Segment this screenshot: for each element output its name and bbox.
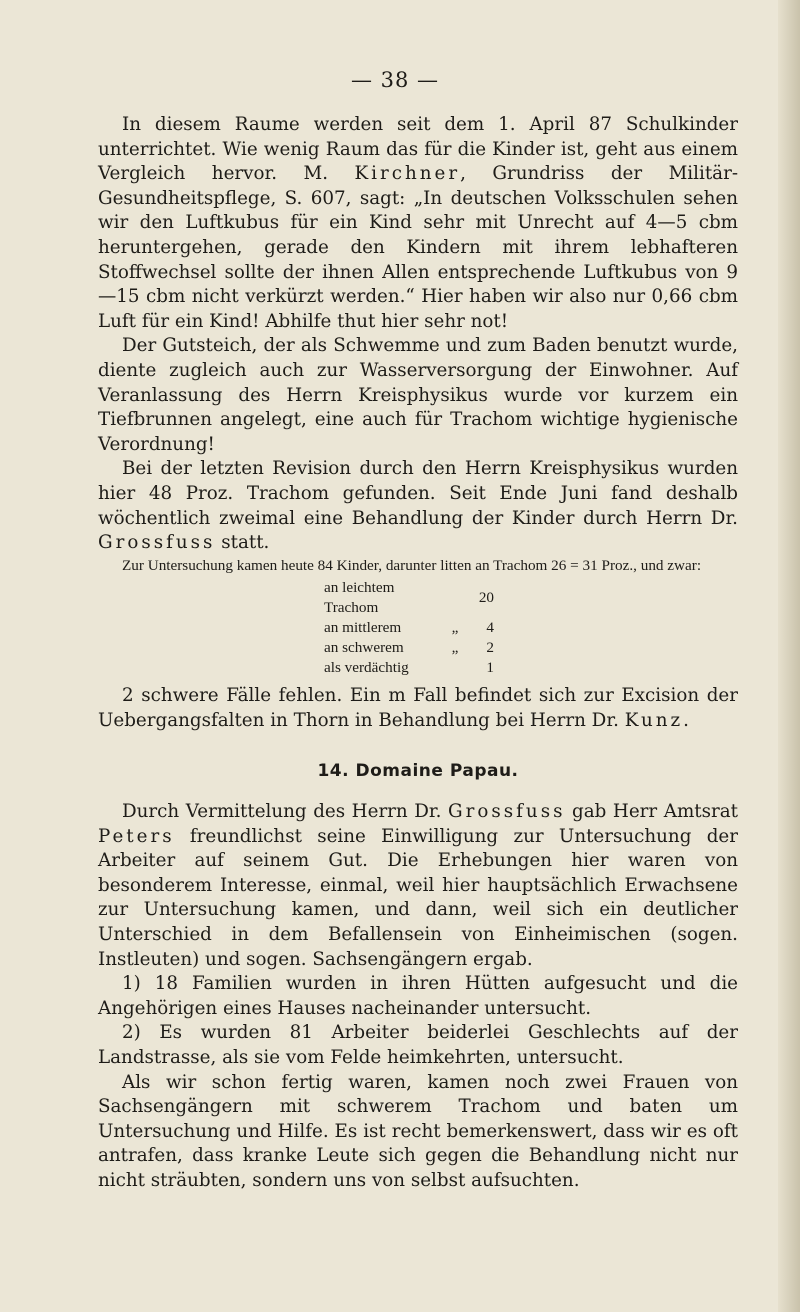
trachoma-count-table — [324, 578, 494, 678]
official-name: Peters — [98, 825, 175, 847]
paragraph-5: Durch Vermittelung des Herrn Dr. Grossfuss gab Herr Amtsrat Peters freundlichst seine Einwilligung zur Untersuchung der Arbeiter auf seinem Gut. Die Erhebungen hier waren von besonderem Interesse, einmal, weil hier hauptsächlich Erwachsene zur Untersuchung kamen, und dann, weil sich ein deutlicher Unterschied in dem Befallensein von Einheimischen (sogen. Instleuten) und sogen. Sachsengängern ergab. — [98, 800, 738, 970]
paragraph-4: 2 schwere Fälle fehlen. Ein m Fall befindet sich zur Excision der Uebergangsfalten in Thorn in Behandlung bei Herrn Dr. Kunz. — [98, 685, 738, 731]
count-row — [324, 578, 494, 618]
paragraph-8: Als wir schon fertig waren, kamen noch zwei Frauen von Sachsengängern mit schwerem Trachom und baten um Untersuchung und Hilfe. Es ist recht bemerkenswert, dass wir es oft antrafen, dass kranke Leute sich gegen die Behandlung nicht nur nicht sträubten, sondern uns von selbst aufsuchten. — [98, 1071, 738, 1191]
count-row — [324, 658, 494, 678]
paragraph-2: Der Gutsteich, der als Schwemme und zum Baden benutzt wurde, diente zugleich auch zur Wasserversorgung der Einwohner. Auf Veranlassung des Herrn Kreisphysikus wurde vor kurzem ein Tiefbrunnen angelegt, eine auch für Trachom wichtige hygienische Verordnung! — [98, 335, 738, 455]
count-row — [324, 638, 494, 658]
count-value: 2 — [486, 639, 494, 657]
count-value: 1 — [486, 659, 494, 677]
count-value: 4 — [486, 619, 494, 637]
section-heading: 14. Domaine Papau. — [317, 761, 519, 782]
page-edge-shadow — [778, 0, 800, 1312]
paragraph-1: In diesem Raume werden seit dem 1. April 87 Schulkinder unterrichtet. Wie wenig Raum das für die Kinder ist, geht aus einem Vergleich hervor. M. Kirchner, Grundriss der Militär-Gesundheitspflege, S. 607, sagt: „In deutschen Volksschulen sehen wir den Luftkubus für ein Kind sehr mit Unrecht auf 4—5 cbm heruntergehen, gerade den Kindern mit ihrem lebhafteren Stoffwechsel sollte der ihnen Allen entsprechende Luftkubus von 9—15 cbm nicht verkürzt werden.“ Hier haben wir also nur 0,66 cbm Luft für ein Kind! Abhilfe thut hier sehr not! — [98, 114, 738, 332]
summary-intro: Zur Untersuchung kamen heute 84 Kinder, darunter litten an Trachom 26 = 31 Proz., und zwar: — [122, 556, 702, 574]
ditto-mark — [436, 578, 474, 618]
paragraph-7: 2) Es wurden 81 Arbeiter beiderlei Geschlechts auf der Landstrasse, als sie vom Felde heimkehrten, untersucht. — [98, 1022, 738, 1068]
ditto-mark: „ — [451, 619, 459, 637]
count-label: als verdächtig — [324, 659, 409, 677]
body-text — [98, 113, 738, 1193]
paragraph-3: Bei der letzten Revision durch den Herrn Kreisphysikus wurden hier 48 Proz. Trachom gefunden. Seit Ende Juni fand deshalb wöchentlich zweimal eine Behandlung der Kinder durch Herrn Dr. Grossfuss statt. — [98, 458, 738, 554]
doctor-name: Grossfuss — [448, 800, 566, 822]
count-row — [324, 618, 494, 638]
paragraph-6: 1) 18 Familien wurden in ihren Hütten aufgesucht und die Angehörigen eines Hauses nacheinander untersucht. — [98, 973, 738, 1019]
count-label: an leichtem Trachom — [324, 579, 395, 617]
ditto-mark — [436, 658, 474, 678]
doctor-name: Grossfuss — [98, 532, 216, 554]
count-label: an mittlerem — [324, 619, 402, 637]
count-label: an schwerem — [324, 639, 404, 657]
doctor-name: Kunz — [624, 709, 684, 731]
page-number: — 38 — — [350, 68, 440, 92]
ditto-mark: „ — [451, 639, 459, 657]
author-name: Kirchner — [354, 163, 461, 185]
count-value: 20 — [478, 589, 494, 607]
examination-summary — [98, 556, 738, 679]
